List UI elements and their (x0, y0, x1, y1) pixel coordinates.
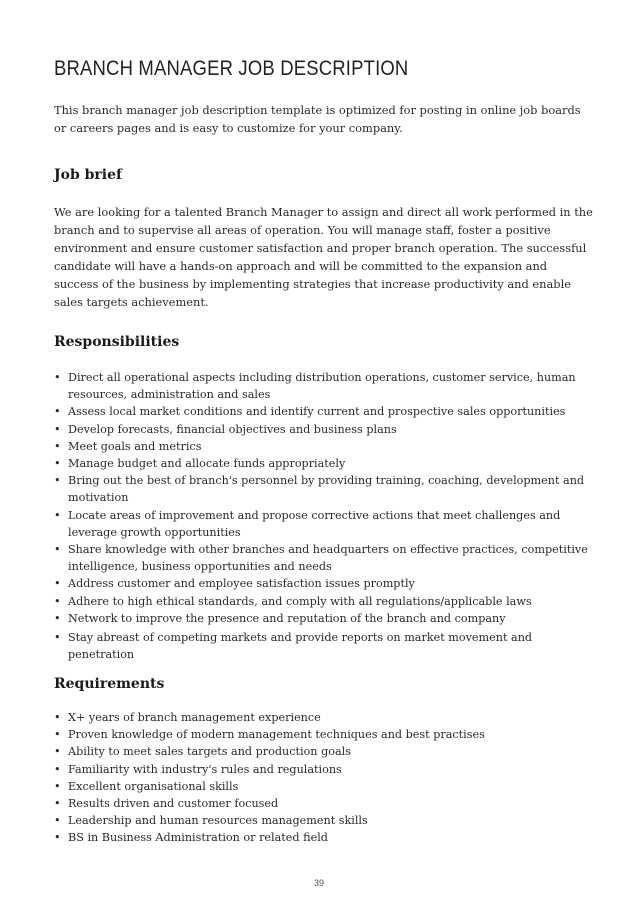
list-item (54, 575, 599, 592)
list-item-text: Bring out the best of branch's personnel by providing training, coaching, development and motivation (68, 474, 585, 505)
job-brief-heading: Job brief (54, 167, 123, 183)
page-title: BRANCH MANAGER JOB DESCRIPTION (54, 56, 409, 80)
bullet-icon: • (54, 405, 61, 419)
list-item (54, 421, 599, 438)
list-item (54, 629, 599, 663)
list-item-text: Share knowledge with other branches and headquarters on effective practices, competitive intelligence, business opportunities and needs (68, 543, 588, 574)
list-item (54, 829, 599, 846)
bullet-icon: • (54, 422, 61, 436)
bullet-icon: • (54, 371, 61, 384)
list-item-text: Direct all operational aspects including distribution operations, customer service, human resources, administration and sales (68, 371, 576, 402)
list-item-text: Adhere to high ethical standards, and comply with all regulations/applicable laws (68, 594, 532, 608)
intro-text: This branch manager job description template is optimized for posting in online job boards or careers pages and is easy to customize for your company. (54, 103, 581, 135)
bullet-icon: • (54, 711, 61, 724)
bullet-icon: • (54, 779, 61, 793)
bullet-icon: • (54, 611, 61, 625)
bullet-icon: • (54, 745, 61, 759)
list-item (54, 593, 599, 610)
requirements-heading: Requirements (54, 676, 165, 692)
page-number: 39 (313, 878, 324, 888)
list-item (54, 541, 599, 575)
bullet-icon: • (54, 762, 61, 776)
bullet-icon: • (54, 543, 61, 557)
bullet-icon: • (54, 631, 61, 645)
list-item-text: Excellent organisational skills (68, 779, 239, 793)
list-item-text: Stay abreast of competing markets and provide reports on market movement and penetration (68, 631, 533, 662)
requirements-list (54, 709, 599, 847)
bullet-icon: • (54, 831, 61, 845)
list-item-text: Develop forecasts, financial objectives and business plans (68, 422, 397, 436)
list-item (54, 438, 599, 455)
list-item (54, 507, 599, 541)
list-item-text: Network to improve the presence and reputation of the branch and company (68, 611, 506, 625)
bullet-icon: • (54, 728, 61, 742)
list-item-text: Ability to meet sales targets and production goals (68, 745, 351, 759)
list-item-text: Manage budget and allocate funds appropriately (68, 457, 346, 471)
list-item (54, 795, 599, 812)
responsibilities-heading: Responsibilities (54, 334, 180, 350)
list-item (54, 369, 599, 403)
list-item-text: Proven knowledge of modern management techniques and best practises (68, 728, 485, 742)
bullet-icon: • (54, 457, 61, 471)
bullet-icon: • (54, 577, 61, 591)
bullet-icon: • (54, 594, 61, 608)
bullet-icon: • (54, 439, 61, 453)
list-item (54, 709, 599, 726)
list-item-text: Locate areas of improvement and propose corrective actions that meet challenges and leverage growth opportunities (68, 508, 561, 539)
list-item (54, 812, 599, 829)
list-item-text: Meet goals and metrics (68, 439, 202, 453)
list-item (54, 610, 599, 627)
list-item-text: Address customer and employee satisfaction issues promptly (68, 577, 415, 591)
bullet-icon: • (54, 474, 61, 488)
job-brief-text: We are looking for a talented Branch Manager to assign and direct all work performed in the branch and to supervise all areas of operation. You will manage staff, foster a positive environment and ensure customer satisfaction and proper branch operation. The successful candidate will have a hands-on approach and will be committed to the expansion and success of the business by implementing strategies that increase productivity and enable sales targets achievement. (54, 205, 593, 310)
list-item-text: Familiarity with industry's rules and regulations (68, 762, 342, 776)
list-item (54, 761, 599, 778)
responsibilities-list (54, 369, 599, 663)
bullet-icon: • (54, 814, 61, 828)
bullet-icon: • (54, 797, 61, 811)
list-item-text: Assess local market conditions and identify current and prospective sales opportunities (68, 405, 566, 419)
list-item-text: Results driven and customer focused (68, 797, 279, 811)
list-item (54, 778, 599, 795)
list-item-text: X+ years of branch management experience (68, 711, 321, 724)
list-item-text: Leadership and human resources management skills (68, 814, 368, 828)
list-item (54, 743, 599, 760)
bullet-icon: • (54, 508, 61, 522)
list-item (54, 403, 599, 420)
list-item (54, 726, 599, 743)
list-item-text: BS in Business Administration or related field (68, 831, 328, 845)
list-item (54, 455, 599, 472)
list-item (54, 472, 599, 506)
